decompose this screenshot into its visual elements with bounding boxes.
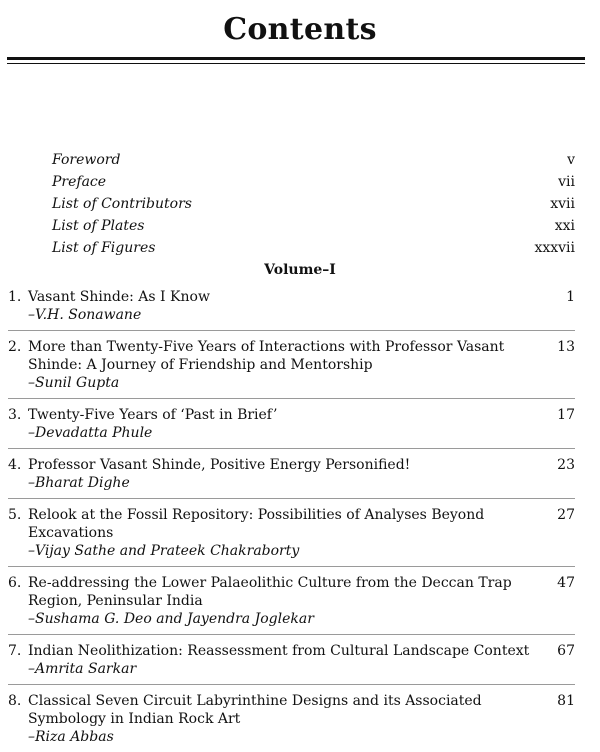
title-rule-thin — [7, 63, 585, 64]
chapter-number: 2. — [8, 339, 22, 355]
front-matter-item — [52, 149, 575, 171]
front-matter-item — [52, 193, 575, 215]
front-matter-page: xxi — [554, 218, 575, 234]
chapter-entry — [8, 398, 575, 448]
front-matter-page: vii — [558, 174, 575, 190]
chapter-author: –Bharat Dighe — [28, 475, 130, 491]
chapter-page: 27 — [557, 507, 575, 523]
chapter-author: –Devadatta Phule — [28, 425, 153, 441]
chapter-page: 47 — [557, 575, 575, 591]
chapter-title: Relook at the Fossil Repository: Possibilities of Analyses Beyond Excavations — [28, 507, 485, 541]
chapter-number: 8. — [8, 693, 22, 709]
volume-heading: Volume–I — [264, 262, 336, 278]
chapter-title: Professor Vasant Shinde, Positive Energy Personified! — [28, 457, 411, 473]
chapter-author: –Riza Abbas — [28, 729, 114, 745]
chapter-number: 5. — [8, 507, 22, 523]
chapter-entry — [8, 566, 575, 634]
chapter-entry — [8, 330, 575, 398]
chapter-entry — [8, 684, 575, 752]
chapter-number: 1. — [8, 289, 22, 305]
chapter-title: Twenty-Five Years of ‘Past in Brief’ — [28, 407, 278, 423]
chapter-entry — [8, 287, 575, 330]
front-matter-page: xvii — [550, 196, 575, 212]
chapter-title: More than Twenty-Five Years of Interactions with Professor Vasant Shinde: A Journey of Friendship and Mentorship — [28, 339, 505, 373]
front-matter-title: Preface — [52, 174, 107, 190]
chapter-author: –Vijay Sathe and Prateek Chakraborty — [28, 543, 300, 559]
front-matter-item — [52, 215, 575, 237]
front-matter-page: v — [567, 152, 575, 168]
chapter-title: Vasant Shinde: As I Know — [28, 289, 210, 305]
front-matter-item — [52, 237, 575, 259]
chapter-page: 17 — [557, 407, 575, 423]
chapter-entry — [8, 448, 575, 498]
chapter-number: 7. — [8, 643, 22, 659]
chapter-list — [8, 287, 575, 752]
chapter-number: 6. — [8, 575, 22, 591]
chapter-entry — [8, 634, 575, 684]
chapter-title: Re-addressing the Lower Palaeolithic Culture from the Deccan Trap Region, Peninsular India — [28, 575, 512, 609]
front-matter-item — [52, 171, 575, 193]
chapter-page: 67 — [557, 643, 575, 659]
chapter-page: 1 — [566, 289, 575, 305]
chapter-number: 3. — [8, 407, 22, 423]
chapter-page: 81 — [557, 693, 575, 709]
front-matter-title: Foreword — [52, 152, 121, 168]
title-rule-thick — [7, 57, 585, 60]
front-matter-title: List of Figures — [52, 240, 156, 256]
front-matter-title: List of Plates — [52, 218, 145, 234]
chapter-title: Indian Neolithization: Reassessment from Cultural Landscape Context — [28, 643, 530, 659]
chapter-author: –V.H. Sonawane — [28, 307, 142, 323]
chapter-title: Classical Seven Circuit Labyrinthine Designs and its Associated Symbology in Indian Rock Art — [28, 693, 482, 727]
front-matter-title: List of Contributors — [52, 196, 192, 212]
chapter-number: 4. — [8, 457, 22, 473]
chapter-author: –Amrita Sarkar — [28, 661, 137, 677]
chapter-page: 23 — [557, 457, 575, 473]
page-title: Contents — [223, 12, 377, 47]
chapter-author: –Sushama G. Deo and Jayendra Joglekar — [28, 611, 314, 627]
front-matter-page: xxxvii — [534, 240, 575, 256]
chapter-entry — [8, 498, 575, 566]
front-matter-list — [52, 149, 575, 259]
chapter-page: 13 — [557, 339, 575, 355]
chapter-author: –Sunil Gupta — [28, 375, 120, 391]
